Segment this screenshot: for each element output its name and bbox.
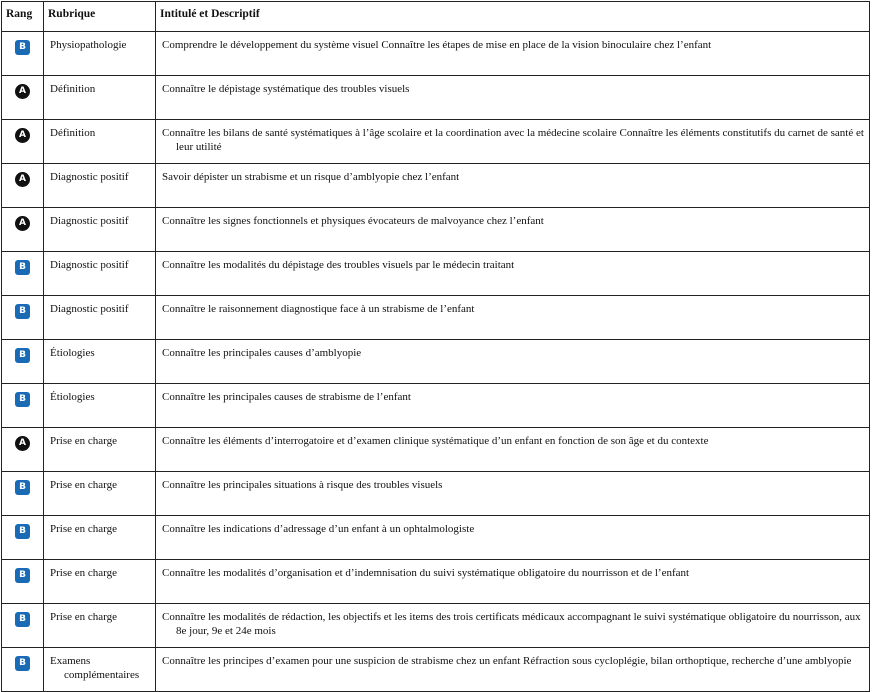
rubrique-text: Diagnostic positif bbox=[50, 215, 129, 227]
descriptif-cell bbox=[156, 604, 870, 648]
rubrique-cell bbox=[44, 648, 156, 692]
descriptif-cell bbox=[156, 120, 870, 164]
rubrique-cell bbox=[44, 472, 156, 516]
rang-badge: B bbox=[15, 40, 30, 55]
descriptif-text: Connaître les modalités du dépistage des troubles visuels par le médecin traitant bbox=[162, 259, 515, 271]
rang-cell bbox=[2, 32, 44, 76]
descriptif-text: Connaître les modalités de rédaction, les objectifs et les items des trois certificats médicaux accompagnant le suivi systématique obligatoire du nourrisson, aux 8e jour, 9e et 24e mois bbox=[162, 611, 861, 637]
table-row bbox=[2, 32, 870, 76]
rubrique-cell bbox=[44, 604, 156, 648]
rubrique-text: Prise en charge bbox=[50, 611, 117, 623]
rubrique-cell bbox=[44, 516, 156, 560]
rang-badge: A bbox=[15, 128, 30, 143]
table-row bbox=[2, 428, 870, 472]
header-intitule: Intitulé et Descriptif bbox=[156, 2, 870, 32]
rang-cell bbox=[2, 208, 44, 252]
rubrique-text: Prise en charge bbox=[50, 567, 117, 579]
rang-badge: B bbox=[15, 568, 30, 583]
rang-badge: B bbox=[15, 260, 30, 275]
rang-badge: B bbox=[15, 304, 30, 319]
descriptif-text: Connaître les principales causes d’amblyopie bbox=[162, 347, 362, 359]
rubrique-cell bbox=[44, 120, 156, 164]
descriptif-text: Connaître les bilans de santé systématiques à l’âge scolaire et la coordination avec la médecine scolaire Connaître les éléments constitutifs du carnet de santé et leur utilité bbox=[162, 127, 864, 153]
header-rubrique: Rubrique bbox=[44, 2, 156, 32]
table-row bbox=[2, 76, 870, 120]
descriptif-text: Connaître les modalités d’organisation et d’indemnisation du suivi systématique obligatoire du nourrisson et de l’enfant bbox=[162, 567, 690, 579]
table-row bbox=[2, 560, 870, 604]
rubrique-cell bbox=[44, 252, 156, 296]
table-row bbox=[2, 472, 870, 516]
descriptif-text: Connaître le raisonnement diagnostique face à un strabisme de l’enfant bbox=[162, 303, 475, 315]
table-row bbox=[2, 296, 870, 340]
table-row bbox=[2, 164, 870, 208]
rubrique-cell bbox=[44, 164, 156, 208]
rang-cell bbox=[2, 560, 44, 604]
rubrique-text: Examens complémentaires bbox=[50, 655, 140, 681]
descriptif-cell bbox=[156, 296, 870, 340]
rang-badge: B bbox=[15, 392, 30, 407]
rang-badge: A bbox=[15, 216, 30, 231]
rubrique-text: Diagnostic positif bbox=[50, 259, 129, 271]
rubrique-cell bbox=[44, 296, 156, 340]
header-rang: Rang bbox=[2, 2, 44, 32]
rubrique-cell bbox=[44, 428, 156, 472]
rang-badge: B bbox=[15, 348, 30, 363]
rubrique-cell bbox=[44, 76, 156, 120]
table-row bbox=[2, 120, 870, 164]
descriptif-cell bbox=[156, 340, 870, 384]
descriptif-text: Connaître les principales causes de strabisme de l’enfant bbox=[162, 391, 411, 403]
rubrique-cell bbox=[44, 32, 156, 76]
rang-badge: B bbox=[15, 480, 30, 495]
rang-cell bbox=[2, 648, 44, 692]
rang-badge: A bbox=[15, 436, 30, 451]
table-header-row bbox=[2, 2, 870, 32]
rang-cell bbox=[2, 384, 44, 428]
rubrique-cell bbox=[44, 560, 156, 604]
descriptif-cell bbox=[156, 516, 870, 560]
descriptif-cell bbox=[156, 164, 870, 208]
table-row bbox=[2, 208, 870, 252]
descriptif-text: Connaître les principes d’examen pour une suspicion de strabisme chez un enfant Réfraction sous cycloplégie, bilan orthoptique, recherche d’une amblyopie bbox=[162, 655, 852, 667]
rang-cell bbox=[2, 252, 44, 296]
table-row bbox=[2, 384, 870, 428]
rubrique-cell bbox=[44, 384, 156, 428]
descriptif-cell bbox=[156, 252, 870, 296]
rubrique-text: Physiopathologie bbox=[50, 39, 127, 51]
table-row bbox=[2, 252, 870, 296]
rang-cell bbox=[2, 340, 44, 384]
table-row bbox=[2, 516, 870, 560]
descriptif-cell bbox=[156, 384, 870, 428]
descriptif-cell bbox=[156, 560, 870, 604]
table-row bbox=[2, 340, 870, 384]
descriptif-text: Connaître le dépistage systématique des troubles visuels bbox=[162, 83, 410, 95]
table-row bbox=[2, 648, 870, 692]
rang-cell bbox=[2, 604, 44, 648]
descriptif-cell bbox=[156, 208, 870, 252]
rubrique-text: Prise en charge bbox=[50, 523, 117, 535]
rang-badge: B bbox=[15, 524, 30, 539]
rubrique-text: Étiologies bbox=[50, 347, 95, 359]
descriptif-cell bbox=[156, 32, 870, 76]
rang-cell bbox=[2, 164, 44, 208]
rang-badge: B bbox=[15, 656, 30, 671]
rubrique-text: Prise en charge bbox=[50, 435, 117, 447]
objectives-table bbox=[1, 1, 870, 692]
rubrique-text: Diagnostic positif bbox=[50, 171, 129, 183]
rang-badge: A bbox=[15, 172, 30, 187]
descriptif-text: Savoir dépister un strabisme et un risque d’amblyopie chez l’enfant bbox=[162, 171, 460, 183]
rang-cell bbox=[2, 120, 44, 164]
rang-badge: B bbox=[15, 612, 30, 627]
descriptif-cell bbox=[156, 648, 870, 692]
descriptif-text: Connaître les principales situations à risque des troubles visuels bbox=[162, 479, 443, 491]
descriptif-text: Connaître les indications d’adressage d’un enfant à un ophtalmologiste bbox=[162, 523, 475, 535]
descriptif-text: Connaître les signes fonctionnels et physiques évocateurs de malvoyance chez l’enfant bbox=[162, 215, 544, 227]
rubrique-text: Définition bbox=[50, 83, 96, 95]
descriptif-cell bbox=[156, 472, 870, 516]
descriptif-cell bbox=[156, 76, 870, 120]
rubrique-text: Étiologies bbox=[50, 391, 95, 403]
rang-badge: A bbox=[15, 84, 30, 99]
table-row bbox=[2, 604, 870, 648]
rubrique-text: Prise en charge bbox=[50, 479, 117, 491]
rang-cell bbox=[2, 296, 44, 340]
rang-cell bbox=[2, 516, 44, 560]
rang-cell bbox=[2, 428, 44, 472]
descriptif-text: Comprendre le développement du système visuel Connaître les étapes de mise en place de la vision binoculaire chez l’enfant bbox=[162, 39, 712, 51]
descriptif-text: Connaître les éléments d’interrogatoire et d’examen clinique systématique d’un enfant en fonction de son âge et du contexte bbox=[162, 435, 709, 447]
rubrique-cell bbox=[44, 340, 156, 384]
descriptif-cell bbox=[156, 428, 870, 472]
rubrique-text: Diagnostic positif bbox=[50, 303, 129, 315]
rang-cell bbox=[2, 472, 44, 516]
rubrique-cell bbox=[44, 208, 156, 252]
rubrique-text: Définition bbox=[50, 127, 96, 139]
rang-cell bbox=[2, 76, 44, 120]
